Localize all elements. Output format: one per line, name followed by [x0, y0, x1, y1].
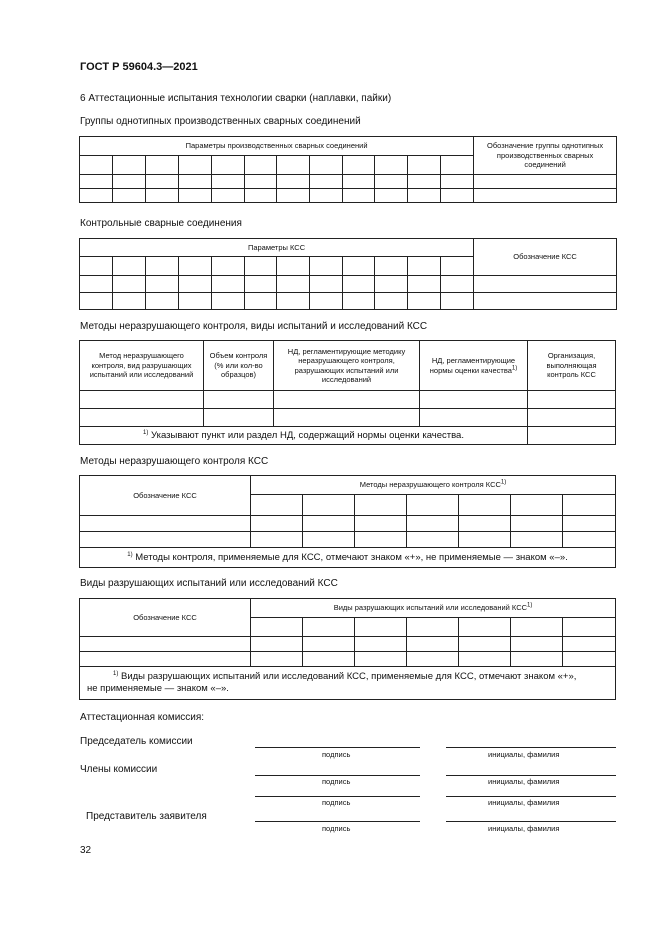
chairman-initials-line [446, 747, 616, 748]
table1-group-header: Обозначение группы однотипных производственных сварных соединений [474, 137, 617, 175]
table-cell [563, 495, 616, 516]
chairman-signature-label: подпись [322, 750, 351, 759]
table-cell [355, 495, 407, 516]
chairman-label: Председатель комиссии [80, 736, 193, 747]
table-cell [343, 257, 375, 276]
table-cell [146, 257, 179, 276]
applicant-initials-line [446, 821, 616, 822]
table4-caption: Методы неразрушающего контроля КСС [80, 456, 269, 467]
commission-title: Аттестационная комиссия: [80, 712, 205, 723]
table-cell [511, 495, 563, 516]
table3-footnote: $^{1)}$ Указывают пункт или раздел НД, содержащий нормы оценки качества. [80, 427, 528, 445]
table-cell [310, 257, 343, 276]
table-row [80, 516, 616, 532]
table5-destructive-tests [79, 598, 616, 700]
table-cell [355, 618, 407, 637]
table1-grouped-joints [79, 136, 617, 203]
table-cell [277, 257, 310, 276]
table3-col1-header: Метод неразрушающего контроля, вид разрушающих испытаний или исследований [80, 341, 204, 391]
table-row [80, 175, 617, 189]
table5-caption: Виды разрушающих испытаний или исследований КСС [80, 578, 338, 589]
section-title: 6 Аттестационные испытания технологии сварки (наплавки, пайки) [80, 93, 392, 104]
table-row [80, 652, 616, 667]
table-cell [245, 156, 277, 175]
member1-signature-line [255, 775, 420, 776]
table-cell [80, 156, 113, 175]
table3-ndt-methods [79, 340, 616, 445]
table-cell [251, 618, 303, 637]
member2-initials-label: инициалы, фамилия [488, 798, 560, 807]
table-cell [528, 427, 616, 445]
table-cell [113, 156, 146, 175]
member2-signature-label: подпись [322, 798, 351, 807]
table-cell [375, 257, 408, 276]
table4-designation-header: Обозначение КСС [80, 476, 251, 516]
table-cell [511, 618, 563, 637]
table-row [80, 293, 617, 310]
applicant-signature-label: подпись [322, 824, 351, 833]
table-cell [212, 156, 245, 175]
member1-initials-label: инициалы, фамилия [488, 777, 560, 786]
table4-ndt-methods-ksc [79, 475, 616, 568]
table2-designation-header: Обозначение КСС [474, 239, 617, 276]
table-cell [459, 618, 511, 637]
table-cell [407, 618, 459, 637]
table-cell [179, 257, 212, 276]
applicant-signature-line [255, 821, 420, 822]
table-cell [441, 257, 474, 276]
table3-col5-header: Организация, выполняющая контроль КСС [528, 341, 616, 391]
table4-footnote: $^{1)}$ Методы контроля, применяемые для КСС, отмечают знаком «+», не применяемые — знаком «–». [80, 548, 616, 568]
table3-col2-header: Объем контроля (% или кол-во образцов) [204, 341, 274, 391]
table-row [80, 276, 617, 293]
table-cell [146, 156, 179, 175]
table3-col3-header: НД, регламентирующие методику неразрушающего контроля, разрушающих испытаний или исследований [274, 341, 420, 391]
member1-initials-line [446, 775, 616, 776]
table-row [80, 391, 616, 409]
table-cell [408, 156, 441, 175]
table1-caption: Группы однотипных производственных сварных соединений [80, 116, 361, 127]
table-cell [277, 156, 310, 175]
table-row [80, 637, 616, 652]
page-number: 32 [80, 845, 92, 856]
table-cell [113, 257, 146, 276]
table-cell [459, 495, 511, 516]
table-row [80, 532, 616, 548]
table-cell [212, 257, 245, 276]
table-cell [441, 156, 474, 175]
table2-control-joints [79, 238, 617, 310]
member1-signature-label: подпись [322, 777, 351, 786]
table-cell [407, 495, 459, 516]
table5-designation-header: Обозначение КСС [80, 599, 251, 637]
table-cell [343, 156, 375, 175]
table-cell [179, 156, 212, 175]
chairman-initials-label: инициалы, фамилия [488, 750, 560, 759]
table-cell [80, 257, 113, 276]
table3-col4-header: НД, регламентирующие нормы оценки качества$^{1)}$ [420, 341, 528, 391]
table5-footnote: $^{1)}$ Виды разрушающих испытаний или исследований КСС, применяемые для КСС, отмечают знаком «+», не применяемые — знаком «–». [80, 667, 616, 700]
table-cell [251, 495, 303, 516]
table-cell [375, 156, 408, 175]
chairman-signature-line [255, 747, 420, 748]
members-label: Члены комиссии [80, 764, 158, 775]
table-cell [310, 156, 343, 175]
table1-params-header: Параметры производственных сварных соединений [80, 137, 474, 156]
standard-header: ГОСТ Р 59604.3—2021 [80, 61, 198, 73]
member2-signature-line [255, 796, 420, 797]
table2-params-header: Параметры КСС [80, 239, 474, 257]
table-cell [563, 618, 616, 637]
table-cell [303, 495, 355, 516]
table4-methods-header: Методы неразрушающего контроля КСС$^{1)}$ [251, 476, 616, 495]
table5-types-header: Виды разрушающих испытаний или исследований КСС$^{1)}$ [251, 599, 616, 618]
table-cell [408, 257, 441, 276]
table-cell [303, 618, 355, 637]
table-row [80, 409, 616, 427]
table3-caption: Методы неразрушающего контроля, виды испытаний и исследований КСС [80, 321, 428, 332]
member2-initials-line [446, 796, 616, 797]
applicant-initials-label: инициалы, фамилия [488, 824, 560, 833]
applicant-rep-label: Представитель заявителя [86, 811, 207, 822]
table-cell [245, 257, 277, 276]
table2-caption: Контрольные сварные соединения [80, 218, 242, 229]
table-row [80, 189, 617, 203]
